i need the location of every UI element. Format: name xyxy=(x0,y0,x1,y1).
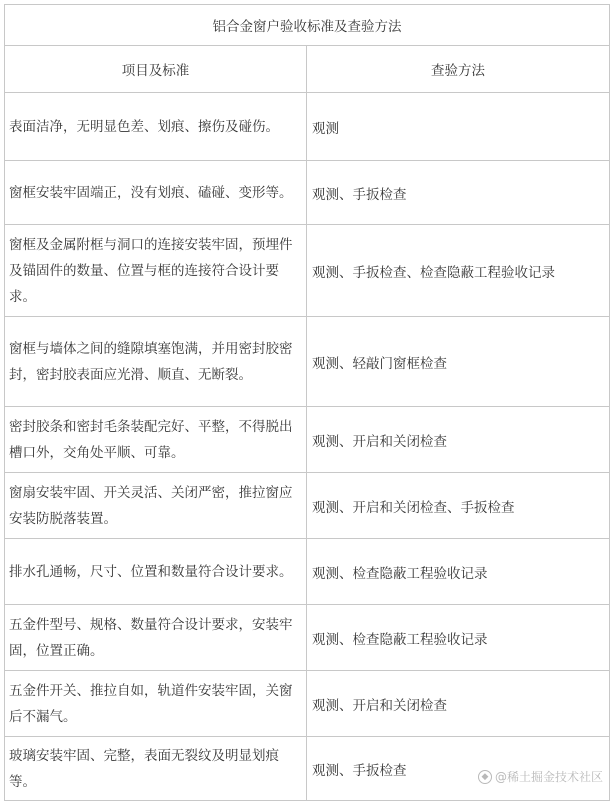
method-cell: 观测、开启和关闭检查 xyxy=(307,671,610,737)
table-row xyxy=(5,161,610,225)
table-header-row xyxy=(5,46,610,93)
watermark-text: @稀土掘金技术社区 xyxy=(494,770,603,784)
acceptance-standards-table xyxy=(4,4,610,801)
method-cell: 观测、手扳检查 xyxy=(307,737,610,801)
method-cell: 观测、手扳检查、检查隐蔽工程验收记录 xyxy=(307,225,610,317)
standard-cell: 密封胶条和密封毛条装配完好、平整，不得脱出槽口外，交角处平顺、可靠。 xyxy=(5,407,307,473)
method-cell: 观测、轻敲门窗框检查 xyxy=(307,317,610,407)
table-title-row xyxy=(5,5,610,46)
standard-cell: 表面洁净，无明显色差、划痕、擦伤及碰伤。 xyxy=(5,93,307,161)
table-row xyxy=(5,671,610,737)
standard-cell: 窗扇安装牢固、开关灵活、关闭严密，推拉窗应安装防脱落装置。 xyxy=(5,473,307,539)
table-row xyxy=(5,473,610,539)
header-method: 查验方法 xyxy=(307,46,610,93)
table-title: 铝合金窗户验收标准及查验方法 xyxy=(5,5,610,46)
standard-cell: 玻璃安装牢固、完整，表面无裂纹及明显划痕等。 xyxy=(5,737,307,801)
method-cell: 观测、检查隐蔽工程验收记录 xyxy=(307,539,610,605)
standard-cell: 窗框安装牢固端正，没有划痕、磕碰、变形等。 xyxy=(5,161,307,225)
juejin-logo-icon: ◆ xyxy=(478,770,492,784)
method-cell: 观测、检查隐蔽工程验收记录 xyxy=(307,605,610,671)
watermark xyxy=(478,768,603,785)
method-cell: 观测、开启和关闭检查 xyxy=(307,407,610,473)
standard-cell: 五金件型号、规格、数量符合设计要求，安装牢固，位置正确。 xyxy=(5,605,307,671)
table-row xyxy=(5,225,610,317)
method-cell: 观测 xyxy=(307,93,610,161)
table-row xyxy=(5,317,610,407)
method-cell: 观测、手扳检查 xyxy=(307,161,610,225)
table-row xyxy=(5,539,610,605)
header-standard: 项目及标准 xyxy=(5,46,307,93)
table-row xyxy=(5,93,610,161)
table-row xyxy=(5,407,610,473)
table-row xyxy=(5,605,610,671)
standard-cell: 窗框及金属附框与洞口的连接安装牢固，预埋件及锚固件的数量、位置与框的连接符合设计要求。 xyxy=(5,225,307,317)
method-cell: 观测、开启和关闭检查、手扳检查 xyxy=(307,473,610,539)
standard-cell: 窗框与墙体之间的缝隙填塞饱满，并用密封胶密封，密封胶表面应光滑、顺直、无断裂。 xyxy=(5,317,307,407)
standard-cell: 排水孔通畅，尺寸、位置和数量符合设计要求。 xyxy=(5,539,307,605)
standard-cell: 五金件开关、推拉自如，轨道件安装牢固，关窗后不漏气。 xyxy=(5,671,307,737)
